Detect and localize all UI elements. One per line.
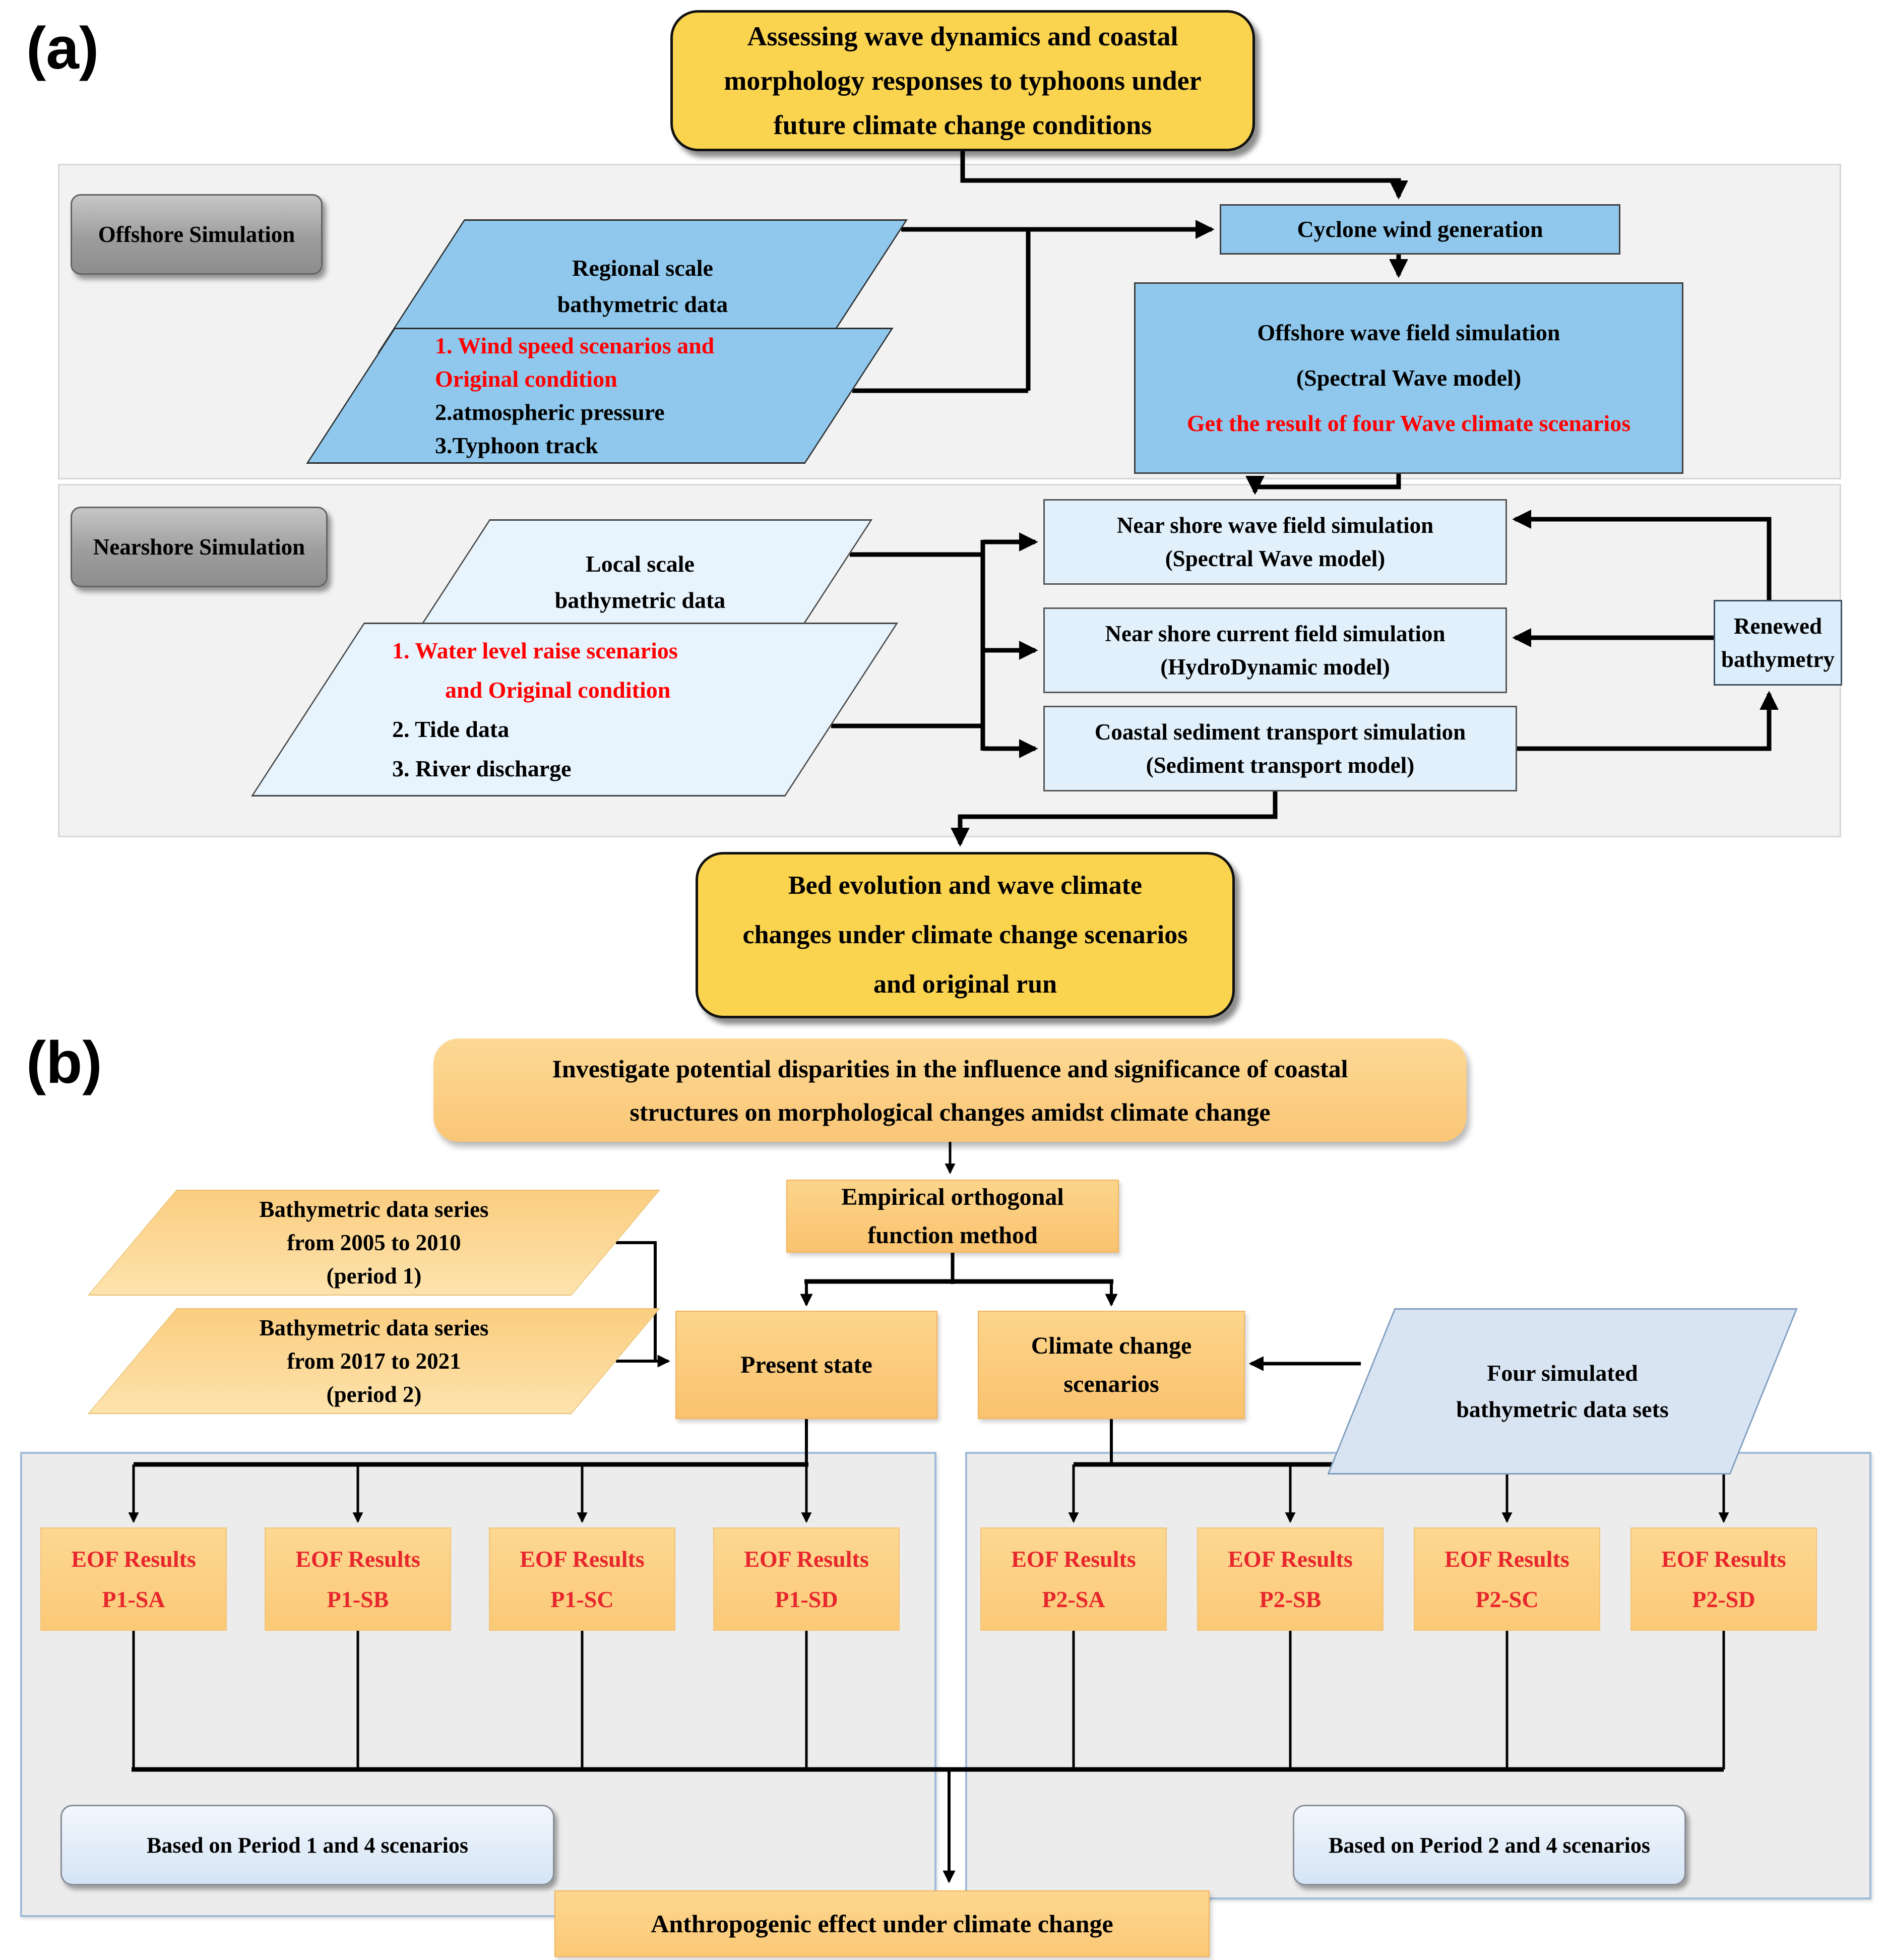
nearshore-section-label (71, 507, 328, 587)
result-box-a (696, 852, 1235, 1018)
sediment-box-line2: (Sediment transport model) (1146, 753, 1415, 778)
nearshore-input-water-level: 1. Water level raise scenarios (392, 637, 678, 663)
goal-box-b-line1: Investigate potential disparities in the influence and significance of coastal (552, 1054, 1348, 1083)
offshore-wave-simulation-box (1134, 282, 1683, 474)
offshore-section-label-text: Offshore Simulation (98, 222, 295, 247)
renewed-box-line1: Renewed (1734, 614, 1822, 639)
nearshore-input-tide: 2. Tide data (392, 716, 510, 742)
result-box-a-line3: and original run (873, 970, 1057, 999)
nearshore-wave-box-line1: Near shore wave field simulation (1116, 513, 1434, 538)
goal-box-a-line1: Assessing wave dynamics and coastal (747, 21, 1178, 51)
eof-p2-sa-line2: P2-SA (1042, 1586, 1105, 1612)
eof-result-box-p2-sa (980, 1527, 1167, 1631)
cyclone-box-text: Cyclone wind generation (1297, 216, 1543, 242)
eof-result-box-p1-sb (265, 1527, 451, 1631)
nearshore-input-river: 3. River discharge (392, 755, 572, 781)
regional-parallelogram-line1: Regional scale (572, 255, 713, 281)
eof-p1-sb-line2: P1-SB (327, 1586, 389, 1612)
renewed-bathymetry-box (1714, 600, 1842, 686)
eof-p2-sd-line1: EOF Results (1661, 1546, 1786, 1572)
nearshore-input-original-condition: and Original condition (445, 677, 671, 703)
eof-result-box-p2-sb (1197, 1527, 1384, 1631)
offshore-input-typhoon-track: 3.Typhoon track (435, 433, 598, 458)
panel-a-label: (a) (26, 15, 99, 82)
eof-p2-sb-line2: P2-SB (1259, 1586, 1322, 1612)
offshore-input-pressure: 2.atmospheric pressure (435, 399, 665, 425)
result-box-a-line1: Bed evolution and wave climate (788, 871, 1142, 900)
eof-p1-sa-line2: P1-SA (102, 1586, 165, 1612)
period2-line3: (period 2) (326, 1382, 422, 1407)
eof-p1-sd-line2: P1-SD (775, 1586, 838, 1612)
period2-line1: Bathymetric data series (259, 1315, 489, 1340)
anthropogenic-effect-box (554, 1890, 1210, 1957)
eof-p1-sc-line1: EOF Results (520, 1546, 645, 1572)
goal-box-b-line2: structures on morphological changes amidst climate change (630, 1097, 1271, 1126)
nearshore-current-box-line1: Near shore current field simulation (1105, 621, 1446, 646)
climate-scenarios-box (978, 1311, 1245, 1419)
period2-data-parallelogram (88, 1308, 660, 1414)
four-sim-line1: Four simulated (1487, 1360, 1638, 1386)
local-parallelogram-line1: Local scale (586, 551, 695, 577)
based-on-period2-label (1293, 1805, 1686, 1885)
sediment-box-line1: Coastal sediment transport simulation (1094, 719, 1466, 745)
result-box-a-line2: changes under climate change scenarios (742, 921, 1188, 949)
goal-box-a-line3: future climate change conditions (773, 110, 1152, 140)
eof-result-box-p1-sc (489, 1527, 675, 1631)
eof-p2-sa-line1: EOF Results (1011, 1546, 1136, 1572)
nearshore-section-label-text: Nearshore Simulation (93, 534, 305, 560)
period1-line1: Bathymetric data series (259, 1197, 489, 1222)
eof-result-box-p2-sc (1414, 1527, 1600, 1631)
period1-line3: (period 1) (326, 1263, 422, 1289)
offshore-inputs-parallelogram (306, 328, 893, 464)
eof-p1-sd-line1: EOF Results (744, 1546, 869, 1572)
four-sim-line2: bathymetric data sets (1456, 1396, 1669, 1422)
goal-box-a-line2: morphology responses to typhoons under (724, 66, 1202, 96)
eof-p1-sb-line1: EOF Results (295, 1546, 420, 1572)
based-on-period1-label (60, 1805, 554, 1885)
present-state-box (675, 1311, 937, 1419)
present-state-text: Present state (740, 1351, 872, 1378)
panel-b-label: (b) (26, 1029, 102, 1096)
nearshore-wave-simulation-box (1043, 499, 1507, 585)
eof-p2-sc-line1: EOF Results (1444, 1546, 1569, 1572)
eof-p2-sc-line2: P2-SC (1475, 1586, 1539, 1612)
based-on-period1-text: Based on Period 1 and 4 scenarios (146, 1832, 469, 1858)
climate-box-line1: Climate change (1031, 1332, 1192, 1359)
goal-box-b (433, 1038, 1467, 1142)
nearshore-wave-box-line2: (Spectral Wave model) (1165, 546, 1386, 571)
eof-method-line2: function method (867, 1221, 1038, 1249)
period1-line2: from 2005 to 2010 (287, 1230, 461, 1255)
offshore-wave-box-line3: Get the result of four Wave climate scenarios (1186, 410, 1631, 436)
climate-box-line2: scenarios (1063, 1370, 1159, 1397)
eof-p2-sd-line2: P2-SD (1692, 1586, 1755, 1612)
sediment-transport-simulation-box (1043, 706, 1517, 791)
four-simulated-parallelogram (1327, 1308, 1797, 1475)
eof-p1-sc-line2: P1-SC (550, 1586, 614, 1612)
eof-method-line1: Empirical orthogonal (841, 1183, 1064, 1210)
period1-data-parallelogram (88, 1190, 660, 1296)
offshore-section-label (71, 194, 323, 275)
cyclone-wind-generation-box (1220, 204, 1620, 255)
nearshore-current-box-line2: (HydroDynamic model) (1160, 654, 1390, 680)
local-parallelogram-line2: bathymetric data (554, 587, 726, 613)
eof-result-box-p1-sa (40, 1527, 227, 1631)
offshore-input-wind-scenarios: 1. Wind speed scenarios and (435, 333, 715, 358)
period2-line2: from 2017 to 2021 (287, 1349, 461, 1374)
eof-p1-sa-line1: EOF Results (71, 1546, 196, 1572)
regional-parallelogram-line2: bathymetric data (557, 291, 728, 317)
nearshore-current-simulation-box (1043, 607, 1507, 693)
goal-box-a (670, 10, 1255, 151)
offshore-wave-box-line2: (Spectral Wave model) (1296, 365, 1522, 391)
nearshore-inputs-parallelogram (251, 623, 898, 797)
eof-result-box-p2-sd (1630, 1527, 1817, 1631)
based-on-period2-text: Based on Period 2 and 4 scenarios (1328, 1832, 1651, 1858)
eof-method-box (786, 1180, 1119, 1253)
offshore-wave-box-line1: Offshore wave field simulation (1257, 320, 1560, 345)
eof-p2-sb-line1: EOF Results (1228, 1546, 1353, 1572)
offshore-input-original-condition: Original condition (435, 366, 617, 392)
anthropogenic-effect-text: Anthropogenic effect under climate change (651, 1910, 1113, 1938)
eof-result-box-p1-sd (713, 1527, 900, 1631)
renewed-box-line2: bathymetry (1721, 647, 1835, 672)
